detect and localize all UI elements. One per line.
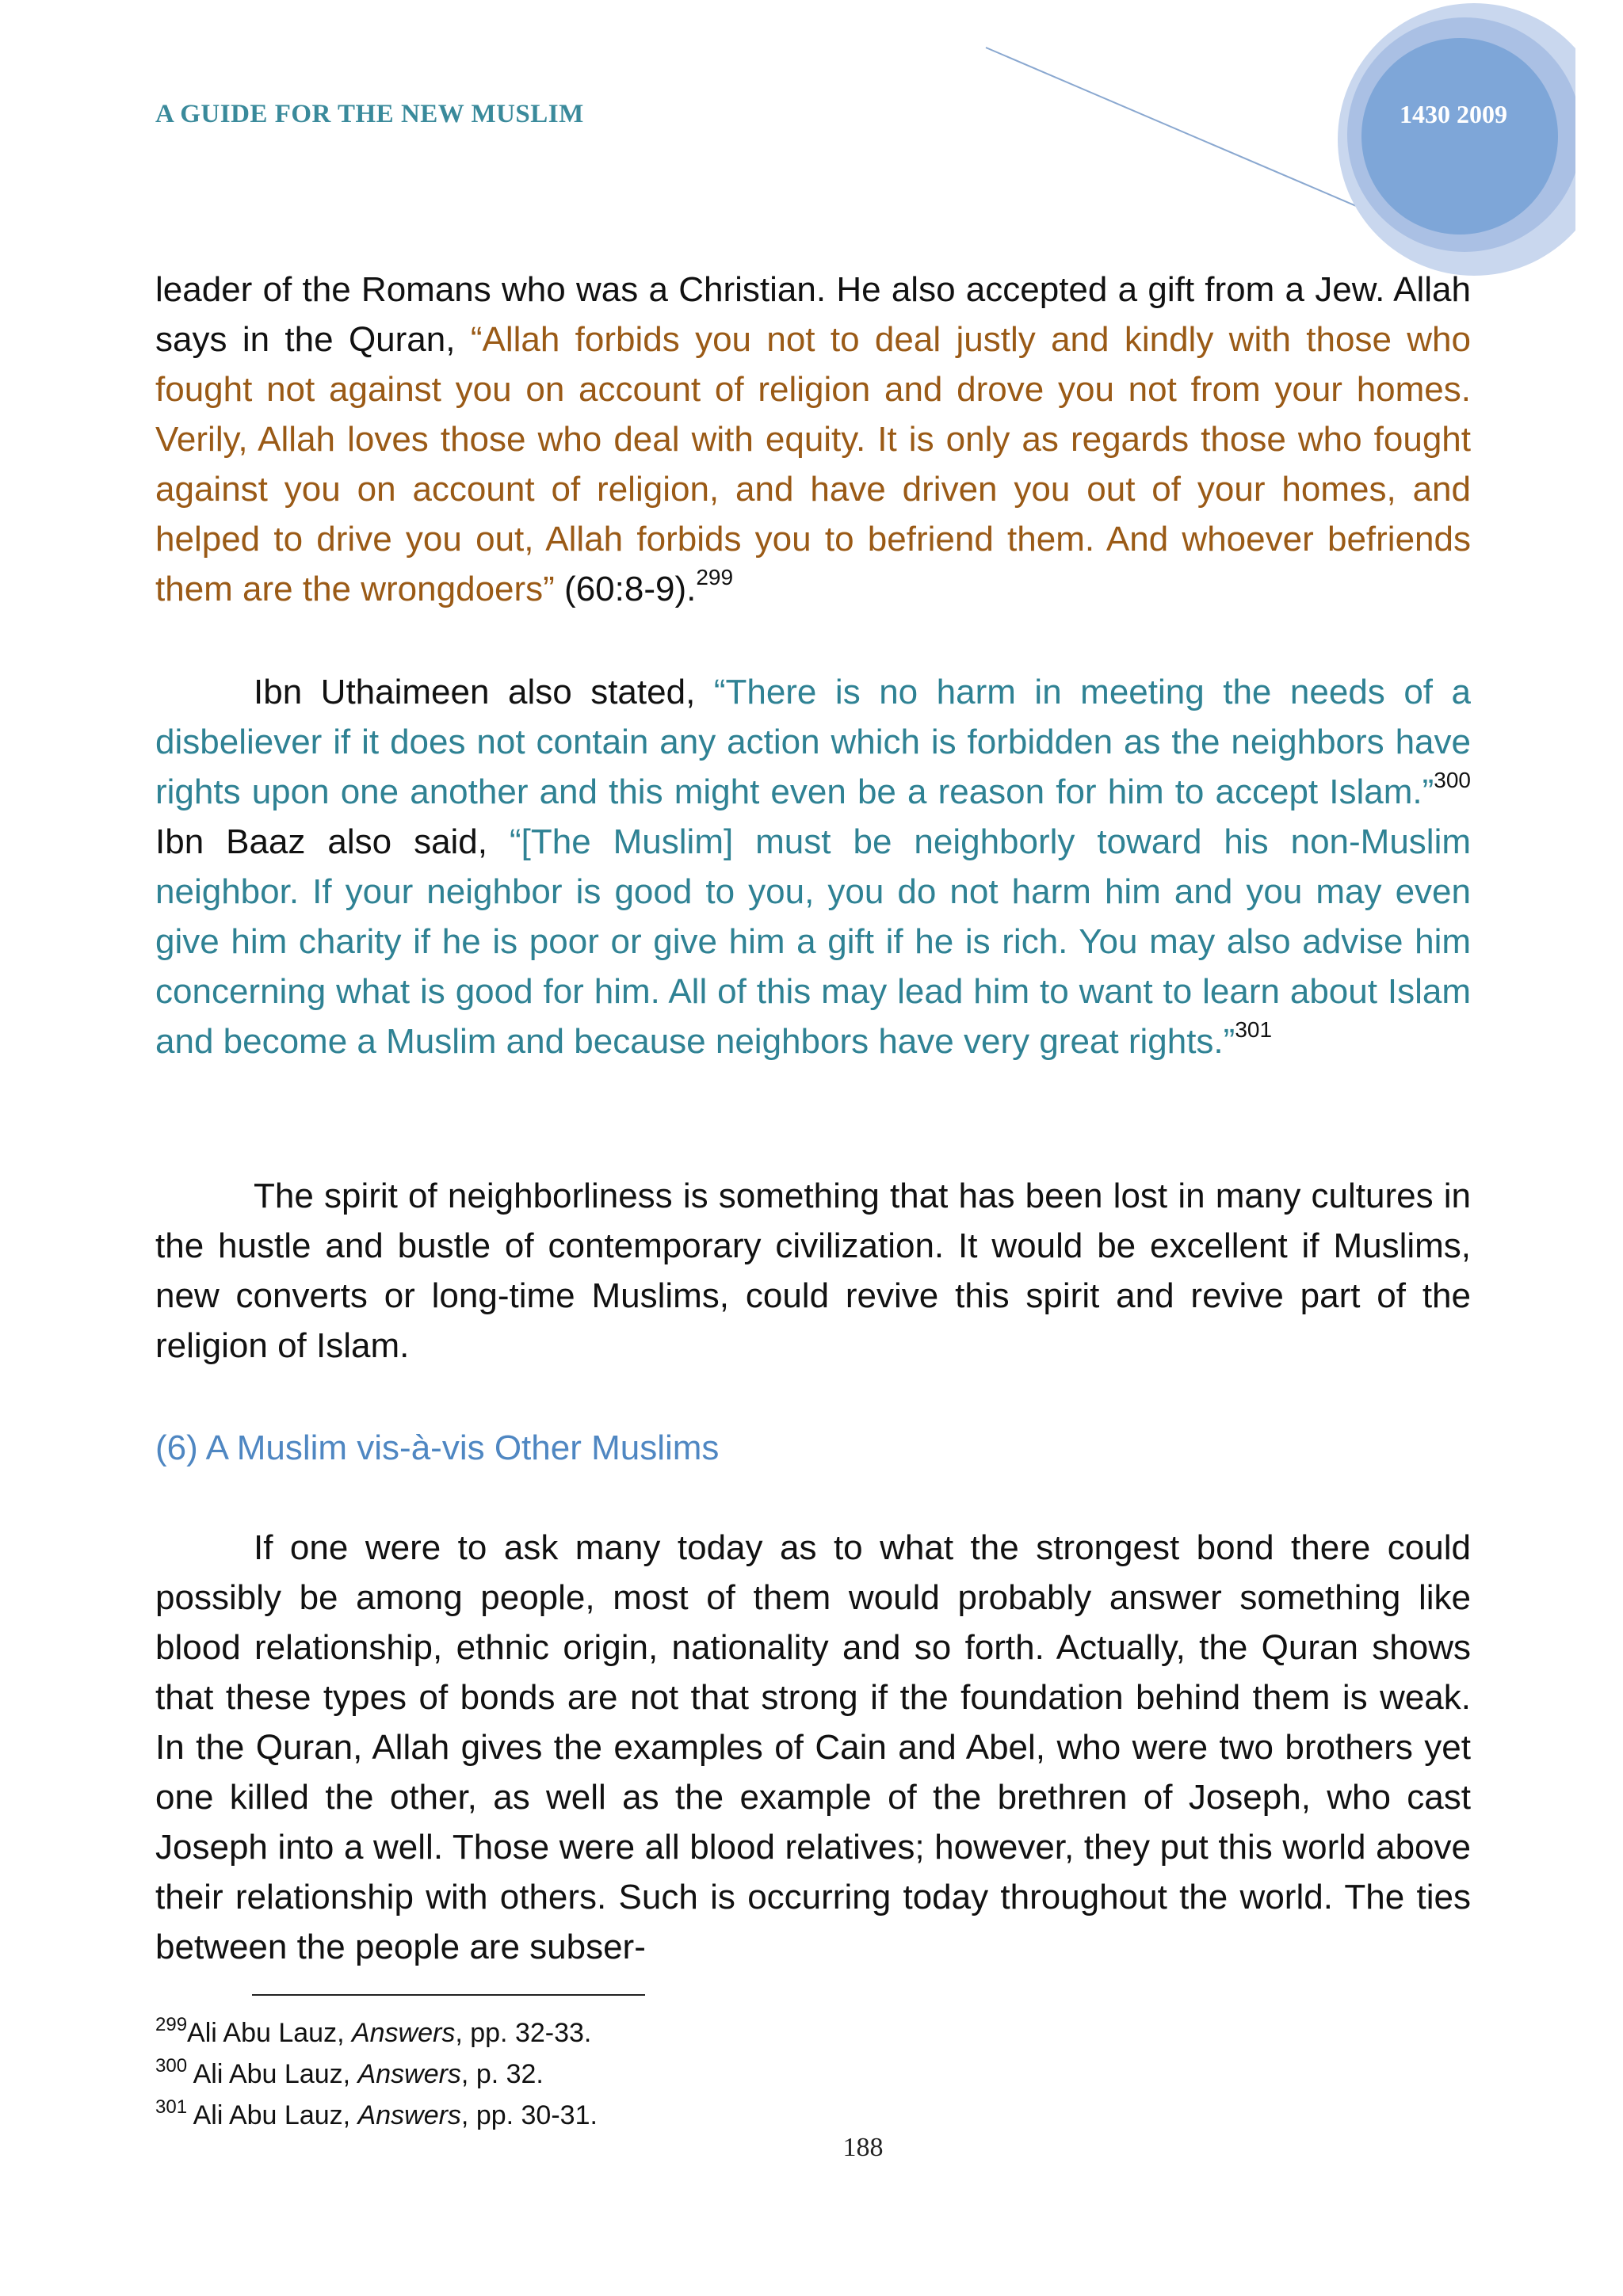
footnote-299 — [155, 2012, 1471, 2054]
page-number: 188 — [842, 2133, 884, 2162]
running-header-title: A GUIDE FOR THE NEW MUSLIM — [155, 100, 584, 128]
section-heading: (6) A Muslim vis-à-vis Other Muslims — [155, 1428, 720, 1467]
footnote-title: Answers — [357, 2100, 461, 2130]
footnote-pages: , pp. 30-31. — [460, 2100, 598, 2130]
paragraph-3: The spirit of neighborliness is something that has been lost in many cultures in the hustle and bustle of contemporary civilization. It would be excellent if Muslims, new converts or long-time Muslims, could revive this spirit and revive part of the religion of Islam. — [155, 1177, 1471, 1365]
footnote-number: 300 — [155, 2055, 188, 2077]
footnote-author: Ali Abu Lauz, — [187, 2018, 352, 2048]
footnote-number: 299 — [155, 2014, 188, 2035]
paragraph-1 — [155, 265, 1471, 614]
uthaimeen-quote: “There is no harm in meeting the needs of a disbeliever if it does not contain any action which is forbidden as the neighbors have rights upon one another and this might even be a reason for him to accept Islam.” — [155, 673, 1471, 811]
footnote-number: 301 — [155, 2096, 188, 2118]
paragraph-1-lead: leader of the Romans who was a Christian. He also accepted a gift from a Jew. Allah says in the Quran, — [155, 270, 1471, 359]
paragraph-4: If one were to ask many today as to what the strongest bond there could possibly be among people, most of them would probably answer something like blood relationship, ethnic origin, nationality and so forth. Actually, the Quran shows that these types of bonds are not that strong if the foundation behind them is weak. In the Quran, Allah gives the examples of Cain and Abel, who were two brothers yet one killed the other, as well as the example of the brethren of Joseph, who cast Joseph into a well. Those were all blood relatives; however, they put this world above their relationship with others. Such is occurring today throughout the world. The ties between the people are subser- — [155, 1528, 1471, 1966]
footnote-300 — [155, 2054, 1471, 2095]
header-circle-decoration — [0, 0, 1623, 285]
footnote-author: Ali Abu Lauz, — [187, 2100, 358, 2130]
baaz-quote: “[The Muslim] must be neighborly toward his non-Muslim neighbor. If your neighbor is good to you, you do not harm him and you may even give him charity if he is poor or give him a gift if he is rich. You may also advise him concerning what is good for him. All of this may lead him to want to learn about Islam and become a Muslim and because neighbors have very great rights.” — [155, 822, 1472, 1061]
paragraph-2 — [155, 667, 1471, 1066]
footnote-pages: , p. 32. — [460, 2059, 544, 2089]
header-year: 1430 2009 — [1400, 100, 1507, 128]
quran-quote: “Allah forbids you not to deal justly and kindly with those who fought not against you on account of religion and drove you not from your homes. Verily, Allah loves those who deal with equity. It is only as regards those who fought against you on account of religion, and have driven you out of your homes, and helped to drive you out, Allah forbids you to befriend them. And whoever befriends them are the wrongdoers” — [155, 320, 1471, 608]
footnote-title: Answers — [351, 2018, 456, 2048]
paragraph-2-mid: Ibn Baaz also said, — [155, 822, 510, 861]
footnote-author: Ali Abu Lauz, — [187, 2059, 358, 2089]
footnote-title: Answers — [357, 2059, 461, 2089]
footnote-ref-300[interactable]: 300 — [1434, 768, 1471, 792]
footnotes — [155, 2012, 1471, 2136]
paragraph-2-lead: Ibn Uthaimeen also stated, — [254, 673, 714, 711]
footnote-ref-299[interactable]: 299 — [696, 565, 734, 589]
footnote-pages: , pp. 32-33. — [455, 2018, 592, 2048]
footnote-ref-301[interactable]: 301 — [1235, 1017, 1273, 1042]
footnote-separator — [252, 1994, 645, 1996]
quran-reference: (60:8-9). — [554, 570, 697, 608]
footnote-301 — [155, 2095, 1471, 2136]
